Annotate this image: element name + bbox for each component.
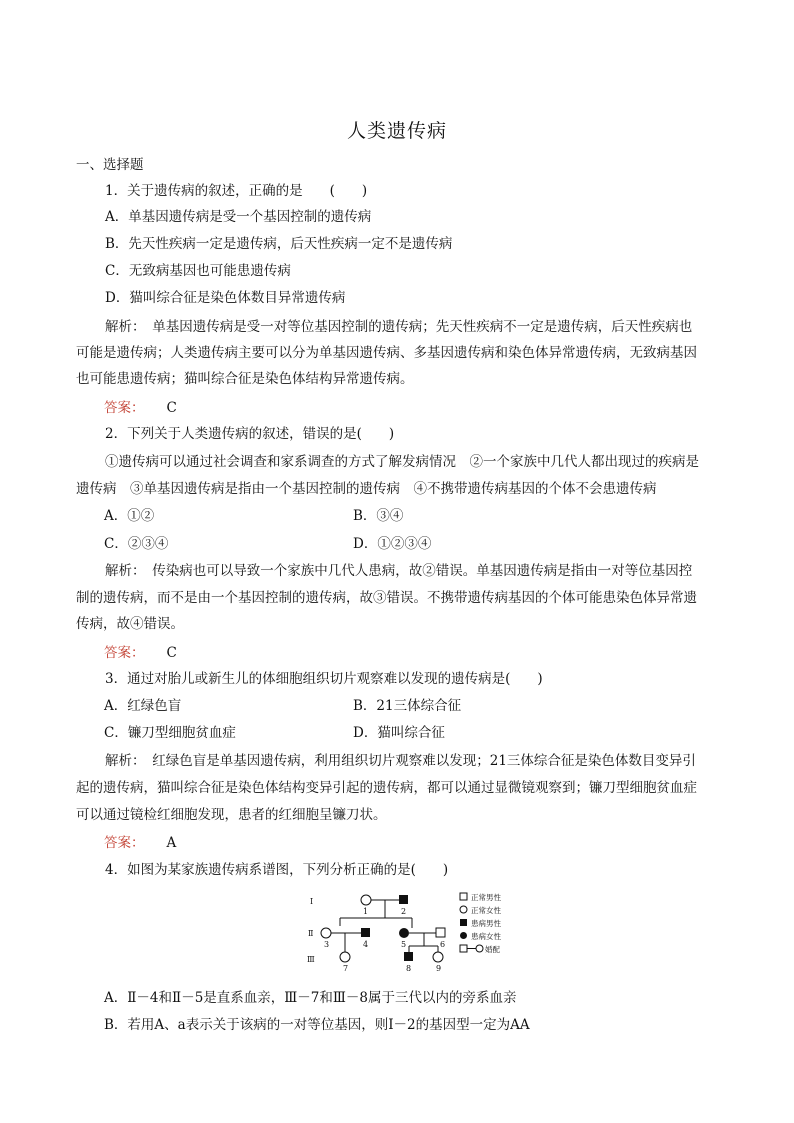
affected-male-symbol — [361, 928, 370, 937]
legend-label: 正常男性 — [471, 893, 501, 902]
individual-number: 4 — [363, 940, 369, 949]
affected-female-symbol — [399, 928, 409, 938]
individual-number: 6 — [440, 940, 446, 949]
q3-option-c: C．镰刀型细胞贫血症 — [104, 725, 236, 741]
q3-option-a: A．红绿色盲 — [104, 698, 182, 714]
q2-option-a: A．①② — [104, 508, 155, 524]
q2-analysis-line: 制的遗传病，而不是由一个基因控制的遗传病，故③错误。不携带遗传病基因的个体可能患染色体异常遗 — [76, 590, 697, 606]
q1-option-a: A．单基因遗传病是受一个基因控制的遗传病 — [105, 209, 372, 225]
q2-answer — [104, 644, 177, 662]
question-2-stem: 2．下列关于人类遗传病的叙述，错误的是( ) — [105, 426, 395, 442]
legend-normal-male-icon — [460, 893, 467, 900]
individual-number: 5 — [401, 940, 407, 949]
normal-female-symbol — [433, 952, 443, 962]
legend-affected-female-icon — [460, 932, 467, 939]
q2-analysis-line: 解析： 传染病也可以导致一个家族中几代人患病，故②错误。单基因遗传病是指由一对等位基因控 — [105, 563, 693, 579]
individual-number: 1 — [363, 907, 369, 916]
answer-value: C — [166, 400, 177, 416]
normal-male-symbol — [436, 928, 445, 937]
generation-label: Ⅰ — [310, 897, 314, 906]
affected-male-symbol — [404, 952, 413, 961]
question-1-stem: 1．关于遗传病的叙述，正确的是 ( ) — [105, 183, 368, 199]
affected-male-symbol — [399, 895, 408, 904]
q1-option-b: B．先天性疾病一定是遗传病，后天性疾病一定不是遗传病 — [105, 236, 453, 252]
individual-number: 9 — [436, 964, 442, 973]
q4-option-b: B．若用A、a表示关于该病的一对等位基因，则Ⅰ－2的基因型一定为AA — [104, 1017, 530, 1033]
generation-label: Ⅱ — [308, 929, 314, 938]
page-title: 人类遗传病 — [346, 120, 447, 142]
q2-option-d: D．①②③④ — [353, 536, 432, 552]
legend-label: 患病女性 — [471, 932, 501, 941]
pedigree-diagram — [300, 888, 530, 978]
q1-option-d: D．猫叫综合征是染色体数目异常遗传病 — [105, 290, 346, 306]
q3-analysis-line: 起的遗传病，猫叫综合征是染色体结构变异引起的遗传病，都可以通过显微镜观察到；镰刀型细胞贫血症 — [76, 780, 697, 796]
normal-female-symbol — [361, 895, 371, 905]
answer-value: C — [166, 645, 177, 661]
q2-option-c: C．②③④ — [104, 536, 169, 552]
q3-option-d: D．猫叫综合征 — [353, 725, 445, 741]
normal-female-symbol — [321, 928, 331, 938]
q1-option-c: C．无致病基因也可能患遗传病 — [105, 263, 291, 279]
individual-number: 8 — [406, 964, 412, 973]
legend-marriage-male-icon — [460, 945, 467, 952]
q3-analysis-line: 可以通过镜检红细胞发现，患者的红细胞呈镰刀状。 — [76, 807, 387, 823]
legend-marriage-female-icon — [476, 945, 483, 952]
normal-female-symbol — [340, 952, 350, 962]
legend-affected-male-icon — [460, 919, 467, 926]
legend-label: 正常女性 — [471, 906, 501, 915]
q3-answer — [104, 834, 176, 852]
individual-number: 2 — [401, 907, 407, 916]
q4-option-a: A．Ⅱ－4和Ⅱ－5是直系血亲，Ⅲ－7和Ⅲ－8属于三代以内的旁系血亲 — [104, 990, 517, 1006]
individual-number: 7 — [343, 964, 349, 973]
q1-analysis-line: 解析： 单基因遗传病是受一对等位基因控制的遗传病；先天性疾病不一定是遗传病，后天性疾病也 — [105, 319, 693, 335]
generation-label: Ⅲ — [307, 955, 315, 964]
q2-analysis-line: 传病，故④错误。 — [76, 616, 184, 632]
answer-label: 答案： — [104, 400, 145, 416]
q2-statement-line: 遗传病 ③单基因遗传病是指由一个基因控制的遗传病 ④不携带遗传病基因的个体不会患遗传病 — [76, 481, 657, 497]
section-heading: 一、选择题 — [76, 157, 144, 173]
answer-value: A — [166, 835, 177, 851]
q1-analysis-line: 可能是遗传病；人类遗传病主要可以分为单基因遗传病、多基因遗传病和染色体异常遗传病，无致病基因 — [76, 345, 697, 361]
answer-label: 答案： — [104, 835, 145, 851]
q3-analysis-line: 解析： 红绿色盲是单基因遗传病，利用组织切片观察难以发现；21三体综合征是染色体数目变异引 — [105, 753, 696, 769]
legend-normal-female-icon — [460, 906, 467, 913]
q2-option-b: B．③④ — [353, 508, 404, 524]
legend-label: 患病男性 — [471, 919, 501, 928]
question-4-stem: 4．如图为某家族遗传病系谱图，下列分析正确的是( ) — [105, 862, 449, 878]
answer-label: 答案： — [104, 645, 145, 661]
individual-number: 3 — [324, 940, 330, 949]
question-3-stem: 3．通过对胎儿或新生儿的体细胞组织切片观察难以发现的遗传病是( ) — [105, 671, 543, 687]
q1-analysis-line: 也可能患遗传病；猫叫综合征是染色体结构异常遗传病。 — [76, 371, 414, 387]
legend-label: 婚配 — [485, 945, 500, 954]
q2-statement-line: ①遗传病可以通过社会调查和家系调查的方式了解发病情况 ②一个家族中几代人都出现过的疾病是 — [105, 454, 699, 470]
q1-answer — [104, 399, 177, 417]
q3-option-b: B．21三体综合征 — [353, 698, 462, 714]
